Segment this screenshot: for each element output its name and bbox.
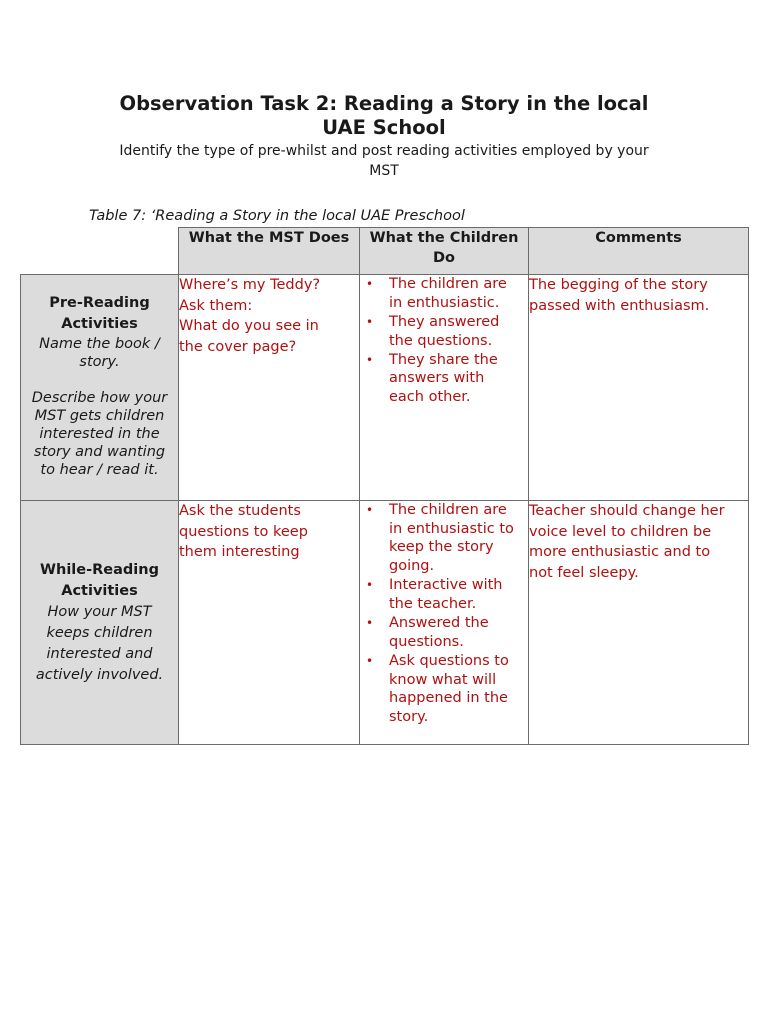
list-item-line: answers with <box>389 370 485 387</box>
header-children-line-1: What the Children <box>369 230 519 246</box>
bullet-icon: • <box>366 653 374 668</box>
header-mst-label: What the MST Does <box>188 230 350 246</box>
list-item <box>366 576 528 613</box>
bullet-icon: • <box>366 503 374 517</box>
list-item-line: Ask questions to <box>389 652 509 669</box>
while-reading-note-line-2: keeps children <box>46 624 153 641</box>
header-children-line-2: Do <box>433 250 455 266</box>
pre-reading-title-2: Activities <box>61 316 138 332</box>
while-reading-title-2: Activities <box>61 582 138 599</box>
while-reading-comments-cell <box>529 501 749 745</box>
pre-mst-line: What do you see in <box>179 318 319 334</box>
list-item-line: keep the story <box>389 539 494 556</box>
pre-reading-note-2-line-1: Describe how your <box>31 390 168 406</box>
list-item-line: story. <box>389 708 429 725</box>
header-mst-does <box>179 228 360 275</box>
while-reading-note-line-1: How your MST <box>47 603 152 620</box>
while-reading-header-cell <box>21 501 179 745</box>
list-item <box>366 501 528 576</box>
pre-reading-mst-cell <box>179 275 360 501</box>
list-item <box>366 351 528 407</box>
pre-reading-note-2-line-2: MST gets children <box>34 408 165 424</box>
empty-corner-cell <box>21 228 179 275</box>
pre-reading-note-2-line-4: story and wanting <box>33 444 166 460</box>
header-children-do <box>360 228 529 275</box>
while-reading-title-1: While-Reading <box>40 561 159 578</box>
page-title <box>84 92 684 140</box>
pre-comment-line: passed with enthusiasm. <box>529 297 710 314</box>
pre-reading-row <box>21 275 749 501</box>
title-line-1: Observation Task 2: Reading a Story in the local <box>119 92 649 115</box>
list-item-line: going. <box>389 558 435 575</box>
while-children-list <box>360 501 528 727</box>
pre-mst-line: Where’s my Teddy? <box>179 277 321 293</box>
header-row <box>21 228 749 275</box>
list-item-line: in enthusiastic. <box>389 294 500 311</box>
bullet-icon: • <box>366 616 374 630</box>
pre-reading-note-1-line-1: Name the book / <box>39 336 160 352</box>
bullet-icon: • <box>366 578 374 593</box>
list-item-line: Answered the <box>389 615 489 631</box>
while-reading-mst-cell <box>179 501 360 745</box>
list-item-line: the teacher. <box>389 595 477 612</box>
list-item <box>366 652 528 727</box>
instructions-line-2: MST <box>369 163 399 179</box>
list-item-line: know what will <box>389 671 497 688</box>
while-mst-line: questions to keep <box>179 523 308 540</box>
pre-reading-title-1: Pre-Reading <box>49 295 150 311</box>
while-mst-line: them interesting <box>179 544 300 560</box>
pre-reading-header-cell <box>21 275 179 501</box>
list-item <box>366 614 528 651</box>
list-item-line: each other. <box>389 389 471 405</box>
pre-mst-line: Ask them: <box>179 297 253 314</box>
title-line-2: UAE School <box>322 116 446 139</box>
instructions-line-1: Identify the type of pre-whilst and post reading activities employed by your <box>119 143 649 159</box>
pre-comment-line: The begging of the story <box>529 277 708 293</box>
header-comments-label: Comments <box>595 230 682 246</box>
list-item-line: The children are <box>389 502 507 518</box>
list-item-line: The children are <box>389 276 507 292</box>
table-caption: Table 7: ‘Reading a Story in the local UAE Preschool <box>89 208 465 224</box>
list-item-line: questions. <box>389 633 464 650</box>
bullet-icon: • <box>366 314 374 329</box>
pre-reading-note-2-line-3: interested in the <box>39 426 160 442</box>
pre-reading-note-1-line-2: story. <box>79 354 120 370</box>
list-item-line: in enthusiastic to <box>389 520 514 537</box>
while-reading-note-line-4: actively involved. <box>35 666 164 683</box>
pre-children-list <box>360 275 528 407</box>
while-comment-line: Teacher should change her <box>529 503 725 519</box>
pre-reading-comments-cell <box>529 275 749 501</box>
while-mst-line: Ask the students <box>179 503 301 519</box>
while-comment-line: voice level to children be <box>529 523 712 540</box>
list-item-line: They answered <box>389 313 500 330</box>
pre-reading-note-2-line-5: to hear / read it. <box>40 462 159 478</box>
list-item <box>366 313 528 350</box>
header-comments <box>529 228 749 275</box>
list-item-line: They share the <box>389 351 498 368</box>
pre-reading-children-cell <box>360 275 529 501</box>
observation-table <box>20 227 749 745</box>
while-comment-line: more enthusiastic and to <box>529 544 711 560</box>
list-item <box>366 275 528 312</box>
instructions <box>84 141 684 181</box>
bullet-icon: • <box>366 352 374 367</box>
list-item-line: happened in the <box>389 690 508 707</box>
while-reading-row <box>21 501 749 745</box>
list-item-line: the questions. <box>389 332 493 349</box>
pre-mst-line: the cover page? <box>179 338 297 355</box>
list-item-line: Interactive with <box>389 577 503 594</box>
while-reading-children-cell <box>360 501 529 745</box>
while-comment-line: not feel sleepy. <box>529 564 639 581</box>
while-reading-note-line-3: interested and <box>46 645 153 662</box>
bullet-icon: • <box>366 277 374 291</box>
